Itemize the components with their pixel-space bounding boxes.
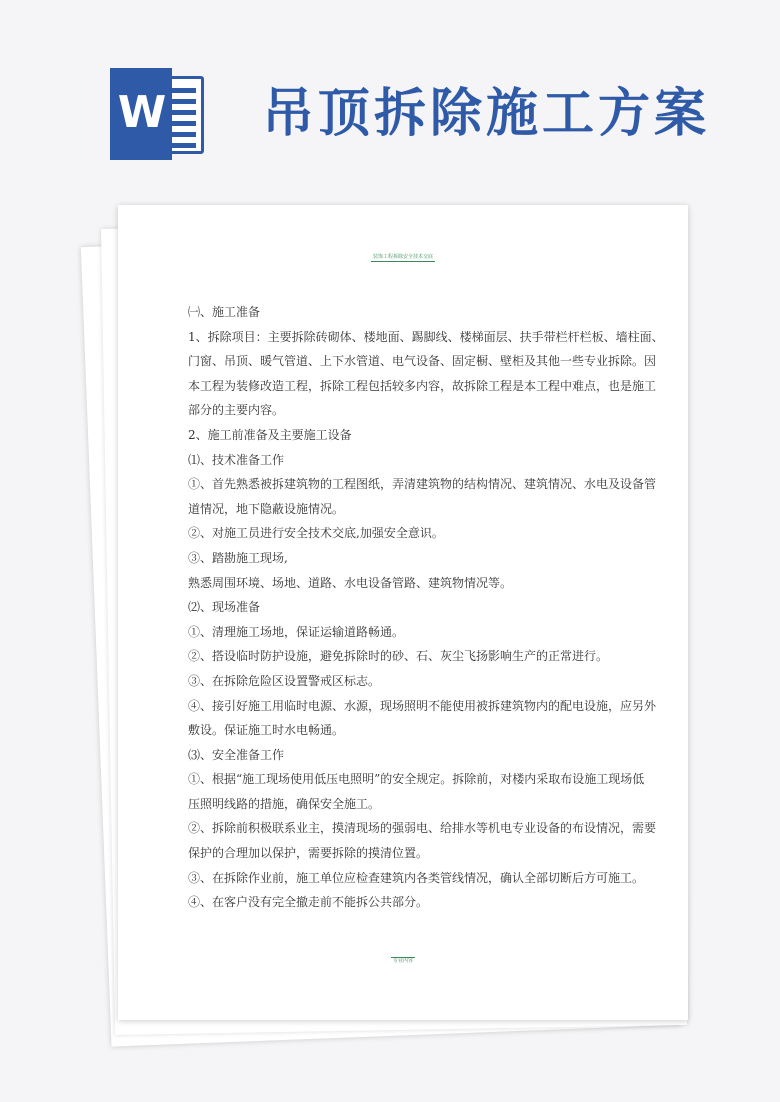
subsection-heading: ⑵、现场准备: [188, 600, 261, 615]
paragraph-line: 1、拆除项目：主要拆除砖砌体、楼地面、踢脚线、楼梯面层、扶手带栏杆栏板、墙柱面、: [188, 329, 664, 344]
paragraph-line: ④、接引好施工用临时电源、水源，现场照明不能使用被拆建筑物内的配电设施，应另外: [188, 698, 657, 713]
paragraph-line: ①、根据“施工现场使用低压电照明”的安全规定。拆除前，对楼内采取布设施工现场低: [188, 772, 645, 787]
paragraph-line: 保护的合理加以保护，需要拆除的摸清位置。: [188, 846, 429, 861]
word-document-icon: [110, 68, 206, 160]
paragraph-line: ③、在拆除作业前，施工单位应检查建筑内各类管线情况，确认全部切断后方可施工。: [188, 870, 645, 885]
running-header-text: 装饰工程拆除安全技术交底: [372, 254, 433, 260]
paragraph-line: ①、首先熟悉被拆建筑物的工程图纸，弄清建筑物的结构情况、建筑情况、水电及设备管: [188, 477, 657, 492]
paragraph-line: ③、在拆除危险区设置警戒区标志。: [188, 673, 381, 688]
page-header: [0, 0, 780, 195]
paragraph-line: 部分的主要内容。: [188, 403, 285, 418]
paragraph-line: ②、对施工员进行安全技术交底,加强安全意识。: [188, 526, 444, 541]
document-page: [118, 205, 688, 1020]
paragraph-line: ①、清理施工场地，保证运输道路畅通。: [188, 624, 405, 639]
page-running-header: [118, 243, 688, 262]
paragraph-line: 压照明线路的措施，确保安全施工。: [188, 796, 381, 811]
subsection-heading: ⑶、安全准备工作: [188, 747, 285, 762]
running-footer-text: 专业内容: [392, 958, 413, 964]
word-icon-letter: W: [117, 87, 167, 138]
paragraph-line: 门窗、吊顶、暖气管道、上下水管道、电气设备、固定橱、壁柜及其他一些专业拆除。因: [188, 354, 657, 369]
paragraph-line: ②、拆除前积极联系业主，摸清现场的强弱电、给排水等机电专业设备的布设情况，需要: [188, 821, 657, 836]
paragraph-line: 熟悉周围环境、场地、道路、水电设备管路、建筑物情况等。: [188, 575, 513, 590]
paragraph-line: 道情况，地下隐蔽设施情况。: [188, 501, 345, 516]
paragraph-line: 敷设。保证施工时水电畅通。: [188, 723, 345, 738]
paragraph-line: 本工程为装修改造工程，拆除工程包括较多内容，故拆除工程是本工程中难点，也是施工: [188, 378, 657, 393]
section-heading: ㈠、施工准备: [188, 305, 261, 319]
document-title: 吊顶拆除施工方案: [262, 83, 711, 144]
subsection-heading: ⑴、技术准备工作: [188, 452, 285, 467]
page-running-footer: [118, 947, 688, 966]
paragraph-line: ②、搭设临时防护设施，避免拆除时的砂、石、灰尘飞扬影响生产的正常进行。: [188, 649, 609, 664]
paragraph-line: ③、踏勘施工现场,: [188, 550, 288, 565]
subsection-heading: 2、施工前准备及主要施工设备: [188, 427, 352, 442]
paragraph-line: ④、在客户没有完全撤走前不能拆公共部分。: [188, 895, 429, 910]
document-body: [188, 300, 664, 915]
